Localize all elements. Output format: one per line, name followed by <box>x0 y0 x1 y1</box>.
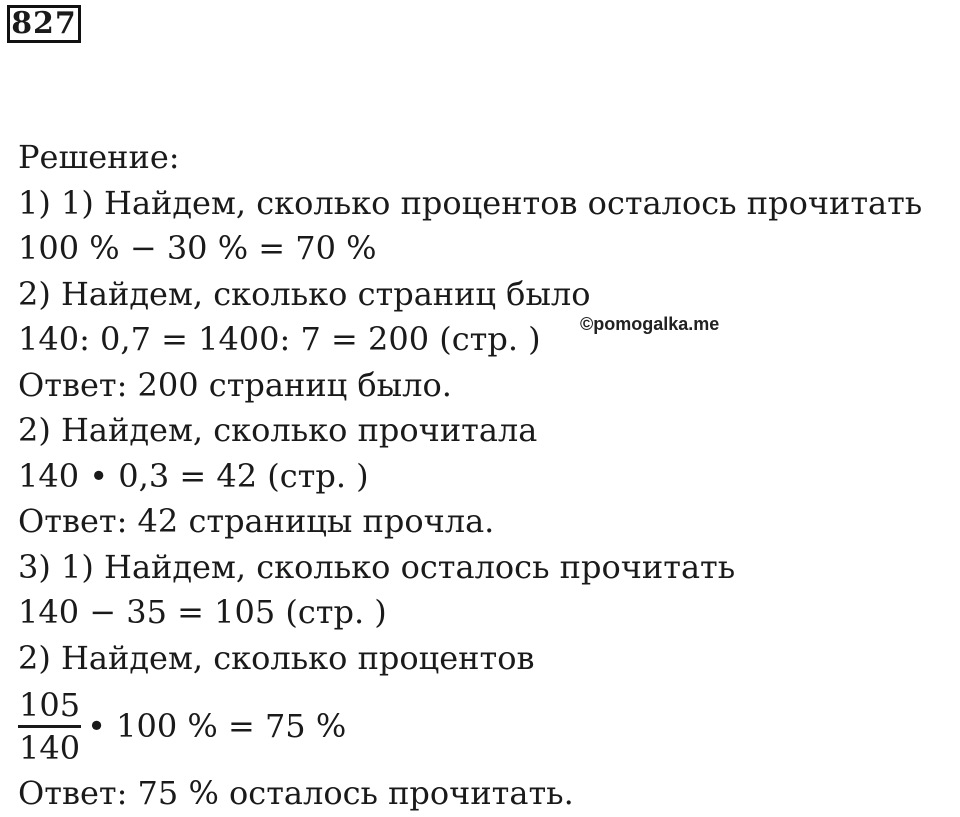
watermark-text: ©pomogalka.me <box>580 314 720 334</box>
fraction-numerator: 105 <box>19 685 81 724</box>
solution-text <box>18 135 922 817</box>
step-3-2-text: 2) Найдем, сколько процентов <box>18 638 535 677</box>
fraction-rest: • 100 % = 75 % <box>87 707 347 745</box>
step-1-2-equation: 140: 0,7 = 1400: 7 = 200 (стр. ) <box>18 320 541 358</box>
task-number: 827 <box>11 6 77 41</box>
answer-2: Ответ: 42 страницы прочла. <box>18 502 495 540</box>
step-2-equation: 140 • 0,3 = 42 (стр. ) <box>18 456 369 495</box>
step-1-1-equation: 100 % − 30 % = 70 % <box>18 229 377 267</box>
step-3-1-text: 3) 1) Найдем, сколько осталось прочитать <box>18 547 736 586</box>
solution-heading: Решение: <box>18 138 180 176</box>
step-3-1-equation: 140 − 35 = 105 (стр. ) <box>18 593 387 631</box>
task-number-box <box>7 5 81 43</box>
final-answer: Ответ: 75 % осталось прочитать. <box>18 774 574 812</box>
fraction <box>18 685 81 768</box>
step-1-1-text: 1) 1) Найдем, сколько процентов осталось прочитать <box>18 183 923 222</box>
step-1-2-text: 2) Найдем, сколько страниц было <box>18 274 591 313</box>
answer-1: Ответ: 200 страниц было. <box>18 365 452 404</box>
fraction-denominator: 140 <box>19 728 81 767</box>
step-2-text: 2) Найдем, сколько прочитала <box>18 411 538 449</box>
fraction-equation <box>18 681 922 771</box>
